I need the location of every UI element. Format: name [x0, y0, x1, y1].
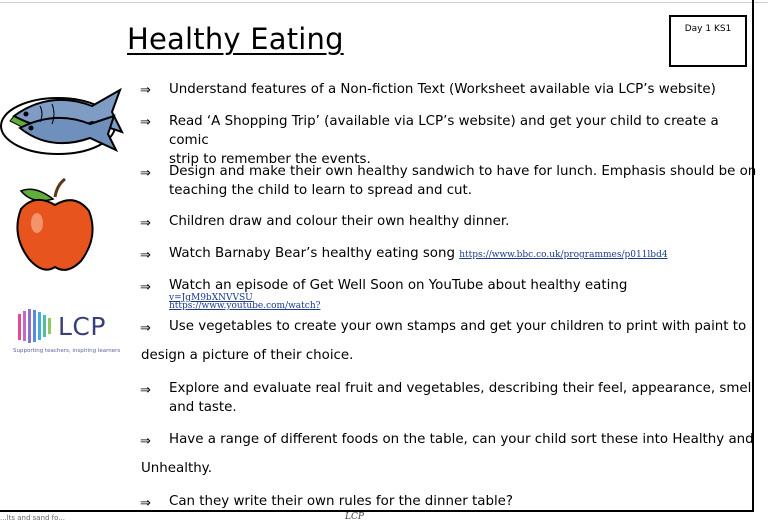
list-item: [169, 379, 759, 417]
list-item-line: and taste.: [169, 400, 237, 415]
list-item: Have a range of different foods on the table, can your child sort these into Healthy and: [169, 432, 754, 447]
bullet-arrow: ⇒: [140, 496, 151, 511]
list-item-line: strip to remember the events.: [169, 152, 371, 167]
fish-plate-icon: [0, 76, 125, 158]
lcp-logo-text: LCP: [58, 312, 106, 341]
list-item: Understand features of a Non-fiction Text (Worksheet available via LCP’s website): [169, 82, 716, 97]
bullet-arrow: ⇒: [140, 83, 151, 98]
bullet-arrow: ⇒: [140, 383, 151, 398]
bullet-arrow: ⇒: [140, 248, 151, 263]
footer-center-text: LCP: [345, 512, 364, 522]
page-title: Healthy Eating: [127, 22, 344, 56]
list-item-text: Watch Barnaby Bear’s healthy eating song: [169, 246, 460, 261]
day-label-box: [669, 15, 747, 67]
list-item-line: Read ‘A Shopping Trip’ (available via LCP’s website) and get your child to create a comic: [169, 114, 719, 148]
list-item-line: teaching the child to learn to spread and cut.: [169, 183, 473, 198]
bullet-arrow: ⇒: [140, 280, 151, 295]
bbc-link[interactable]: https://www.bbc.co.uk/programmes/p011lbd4: [459, 250, 668, 260]
list-item: [169, 112, 759, 169]
list-item: [169, 162, 759, 200]
list-item: [169, 244, 759, 265]
youtube-link[interactable]: https://www.youtube.com/watch?: [169, 301, 321, 311]
lcp-logo-icon: [16, 308, 56, 344]
list-item: [169, 276, 749, 316]
list-item-text: Watch an episode of Get Well Soon on YouTube about healthy eating: [169, 278, 628, 293]
footer-left-text: ...lts and sand fo...: [0, 514, 65, 522]
list-item-continuation: Unhealthy.: [141, 461, 212, 476]
youtube-link-cont[interactable]: v=JgM9bXNVVSU: [169, 293, 253, 303]
list-item: Children draw and colour their own healthy dinner.: [169, 214, 510, 229]
list-item: Use vegetables to create your own stamps and get your children to print with paint to: [169, 319, 747, 334]
day-label: Day 1 KS1: [684, 24, 732, 34]
list-item: Can they write their own rules for the dinner table?: [169, 494, 514, 509]
bullet-arrow: ⇒: [140, 216, 151, 231]
list-item-continuation: design a picture of their choice.: [141, 348, 354, 363]
bullet-arrow: ⇒: [140, 166, 151, 181]
list-item-line: Design and make their own healthy sandwich to have for lunch. Emphasis should be on: [169, 164, 757, 179]
bullet-arrow: ⇒: [140, 321, 151, 336]
bullet-arrow: ⇒: [140, 434, 151, 449]
apple-icon: [15, 175, 97, 275]
bullet-arrow: ⇒: [140, 115, 151, 130]
lcp-tagline: Supporting teachers, inspiring learners: [13, 348, 121, 354]
list-item-line: Explore and evaluate real fruit and vegetables, describing their feel, appearance, smell: [169, 381, 756, 396]
